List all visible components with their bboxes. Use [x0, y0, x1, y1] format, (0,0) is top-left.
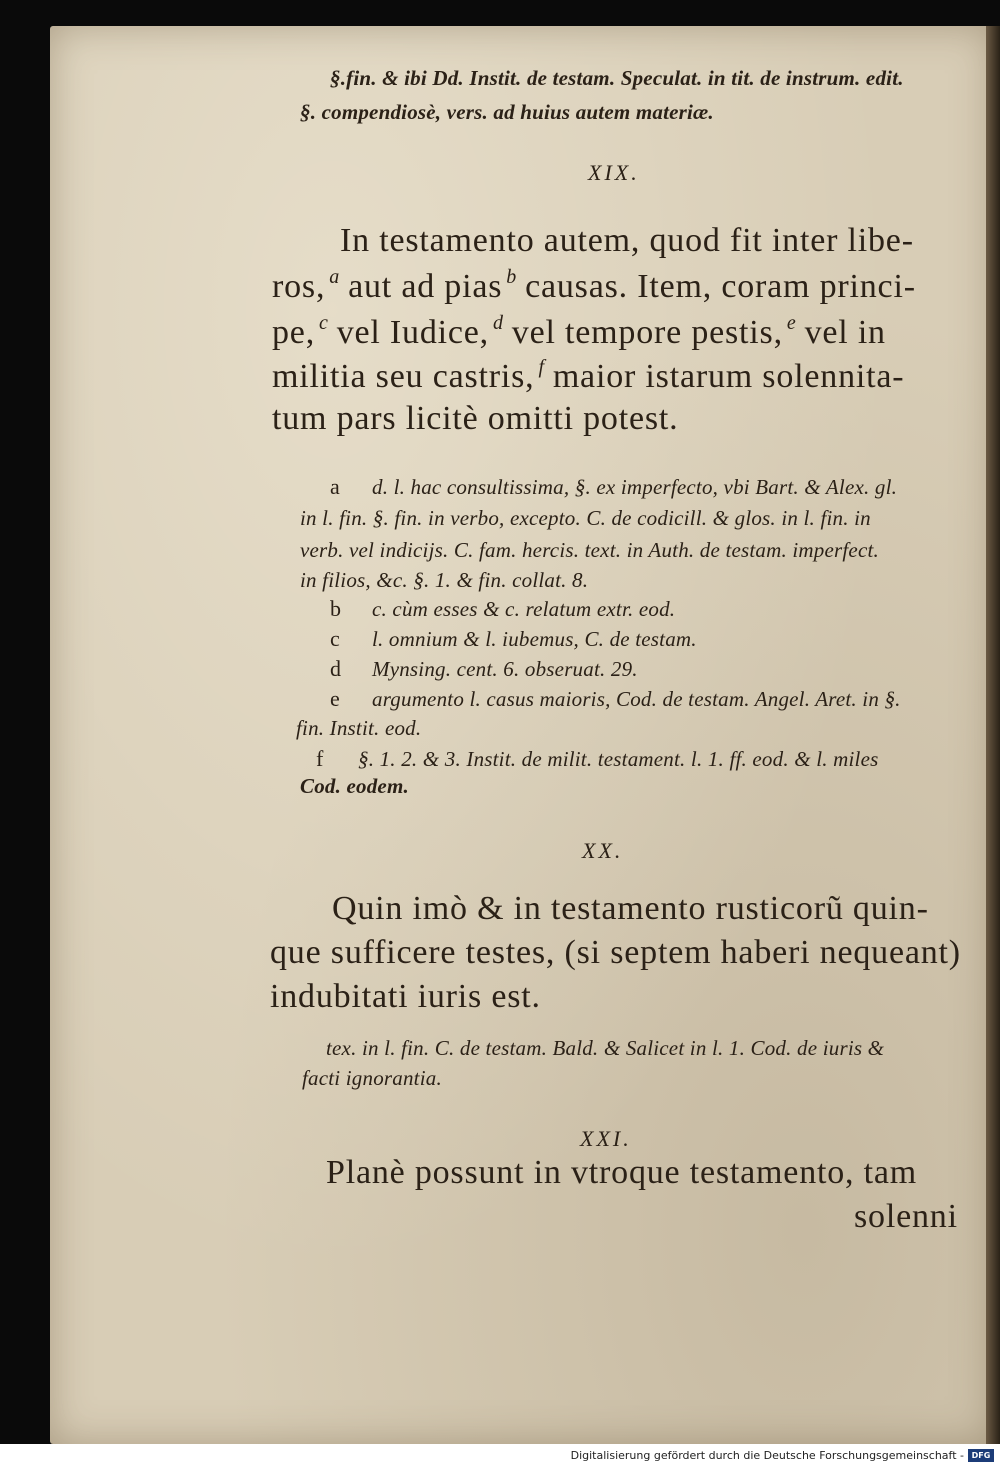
- note-text: Mynsing. cent. 6. obseruat. 29.: [372, 657, 638, 681]
- note-mark: f: [316, 746, 324, 771]
- xix-text-pias: aut ad pias: [348, 268, 503, 305]
- xix-note-a-cont-2: verb. vel indicijs. C. fam. hercis. text. in Auth. de testam. imperfect.: [300, 538, 879, 562]
- xix-note-b: [330, 596, 675, 622]
- xix-text-velin: vel in: [804, 314, 886, 351]
- xix-note-f: [316, 746, 878, 772]
- xx-body-line-2: que sufficere testes, (si septem haberi nequeant): [270, 934, 961, 971]
- xix-text-iudice: vel Iudice,: [336, 314, 489, 351]
- xix-body-line-3: [272, 312, 886, 352]
- xix-body-line-2: [272, 266, 916, 306]
- xix-note-f-cont: Cod. eodem.: [300, 774, 409, 798]
- footnote-ref-d: d: [492, 312, 504, 334]
- footer-credit: Digitalisierung gefördert durch die Deutsche Forschungsgemeinschaft -: [570, 1449, 964, 1462]
- xix-text-pestis: vel tempore pestis,: [511, 314, 783, 351]
- note-text: c. cùm esses & c. relatum extr. eod.: [372, 597, 676, 621]
- section-heading-xx: XX.: [582, 838, 624, 863]
- section-heading-xix: XIX.: [588, 160, 640, 185]
- xxi-body-line-2: solenni: [854, 1198, 958, 1235]
- footer-bar: [0, 1444, 1000, 1468]
- note-text: §. 1. 2. & 3. Instit. de milit. testament. l. 1. ff. eod. & l. miles: [358, 747, 879, 771]
- xix-text-causas: causas. Item, coram princi-: [525, 268, 916, 305]
- footnote-ref-c: c: [319, 312, 329, 334]
- xx-note-line-1: tex. in l. fin. C. de testam. Bald. & Salicet in l. 1. Cod. de iuris &: [326, 1036, 885, 1060]
- note-text: l. omnium & l. iubemus, C. de testam.: [372, 627, 697, 651]
- note-mark: d: [330, 656, 342, 681]
- note-mark: e: [330, 686, 340, 711]
- xix-body-line-5: tum pars licitè omitti potest.: [272, 400, 679, 437]
- xx-note-line-2: facti ignorantia.: [302, 1066, 442, 1090]
- xix-note-c: [330, 626, 697, 652]
- top-note-line-1: §.fin. & ibi Dd. Instit. de testam. Speculat. in tit. de instrum. edit.: [330, 66, 904, 90]
- footnote-ref-e: e: [786, 312, 797, 334]
- xix-note-e: [330, 686, 901, 712]
- xx-body-line-1: Quin imò & in testamento rusticorũ quin-: [332, 890, 929, 927]
- xix-note-a-cont-1: in l. fin. §. fin. in verbo, excepto. C. de codicill. & glos. in l. fin. in: [300, 506, 871, 530]
- dfg-logo-icon: DFG: [968, 1449, 994, 1462]
- xix-note-a: [330, 474, 897, 500]
- xix-body-line-1: In testamento autem, quod fit inter libe-: [340, 222, 914, 259]
- section-heading-xxi: XXI.: [580, 1126, 632, 1151]
- xix-note-a-cont-3: in filios, &c. §. 1. & fin. collat. 8.: [300, 568, 589, 592]
- page-binding-edge: [986, 26, 1000, 1444]
- note-mark: a: [330, 474, 340, 499]
- footnote-ref-a: a: [329, 266, 341, 288]
- xix-text-pe: pe,: [272, 314, 315, 351]
- xix-text-maior: maior istarum solennita-: [552, 358, 905, 395]
- top-note-line-2: §. compendiosè, vers. ad huius autem materiæ.: [300, 100, 714, 124]
- xix-note-d: [330, 656, 638, 682]
- xx-body-line-3: indubitati iuris est.: [270, 978, 541, 1015]
- xix-text-militia: militia seu castris,: [272, 358, 535, 395]
- note-mark: b: [330, 596, 342, 621]
- footnote-ref-f: f: [538, 356, 545, 378]
- xix-body-line-4: [272, 356, 904, 396]
- note-text: d. l. hac consultissima, §. ex imperfecto, vbi Bart. & Alex. gl.: [372, 475, 898, 499]
- xix-note-e-cont: fin. Instit. eod.: [296, 716, 422, 740]
- xix-text-ros: ros,: [272, 268, 326, 305]
- note-mark: c: [330, 626, 340, 651]
- footnote-ref-b: b: [506, 266, 518, 288]
- xxi-body-line-1: Planè possunt in vtroque testamento, tam: [326, 1154, 918, 1191]
- note-text: argumento l. casus maioris, Cod. de testam. Angel. Aret. in §.: [372, 687, 901, 711]
